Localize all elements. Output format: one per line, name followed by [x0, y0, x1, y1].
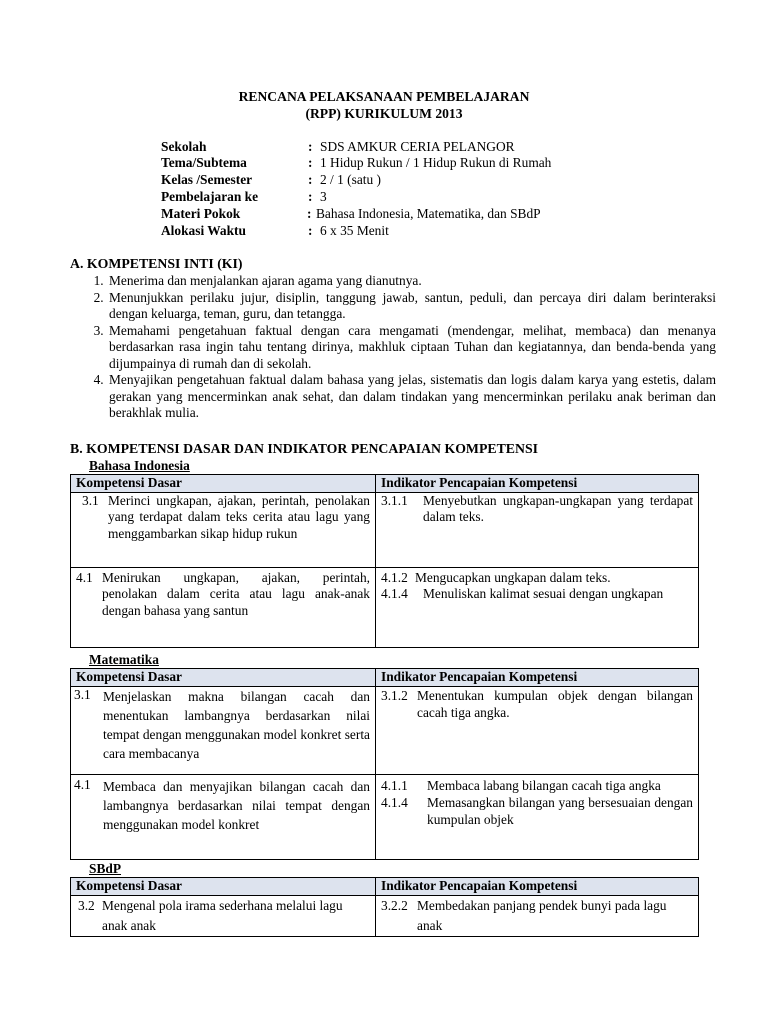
table-row: [71, 774, 699, 859]
col-header-kd: Kompetensi Dasar: [71, 878, 376, 896]
ipk-item: [381, 570, 693, 587]
ipk-item: [381, 777, 693, 794]
info-value: 1 Hidup Rukun / 1 Hidup Rukun di Rumah: [320, 155, 552, 170]
ki-item: 1. Menerima dan menjalankan ajaran agama yang dianutnya.: [107, 273, 716, 290]
ipk-text: Membedakan panjang pendek bunyi pada lagu anak: [417, 897, 667, 933]
col-header-ipk: Indikator Pencapaian Kompetensi: [376, 669, 699, 687]
ipk-item: [381, 896, 693, 936]
subject-label-sbdp: SBdP: [89, 861, 122, 876]
table-header-row: [71, 475, 699, 493]
ipk-text: Menentukan kumpulan objek dengan bilangan cacah tiga angka.: [417, 687, 693, 720]
ipk-text: Memasangkan bilangan yang bersesuaian dengan kumpulan objek: [427, 794, 693, 827]
ki-item: 3. Memahami pengetahuan faktual dengan cara mengamati (mendengar, melihat, membaca) dan menanya berdasarkan rasa ingin tahu tentang dirinya, makhluk ciptaan Tuhan dan kegiatannya, dan benda-benda yang dijumpainya di rumah dan di sekolah.: [107, 323, 716, 373]
kd-cell: [71, 774, 376, 859]
ipk-number: 3.2.2: [381, 897, 408, 913]
kd-item: [76, 570, 370, 620]
kd-text: Menjelaskan makna bilangan cacah dan menentukan lambangnya berdasarkan nilai tempat dengan menggunakan model konkret serta cara membacanya: [103, 688, 370, 761]
kd-item: [74, 687, 370, 763]
info-value: 2 / 1 (satu ): [320, 172, 381, 187]
info-label: Tema/Subtema: [161, 155, 247, 170]
col-header-kd: Kompetensi Dasar: [71, 669, 376, 687]
info-colon: :: [308, 172, 313, 187]
ipk-number: 4.1.2: [381, 569, 408, 585]
info-colon: :: [308, 139, 313, 154]
ki-item: 4. Menyajikan pengetahuan faktual dalam bahasa yang jelas, sistematis dan logis dalam karya yang estetis, dalam gerakan yang mencerminkan anak sehat, dan dalam tindakan yang mencerminkan perilaku anak beriman dan berakhlak mulia.: [107, 372, 716, 422]
subject-label-bahasa: Bahasa Indonesia: [89, 458, 190, 473]
col-header-ipk: Indikator Pencapaian Kompetensi: [376, 475, 699, 493]
ipk-number: 4.1.1: [381, 777, 408, 793]
ipk-item: [381, 794, 693, 828]
ipk-cell: [376, 686, 699, 774]
ipk-cell: [376, 567, 699, 647]
info-value: SDS AMKUR CERIA PELANGOR: [320, 139, 515, 154]
info-label: Sekolah: [161, 139, 207, 154]
ipk-item: [381, 687, 693, 721]
info-colon: :: [307, 206, 312, 221]
kd-text: Mengenal pola irama sederhana melalui lagu anak anak: [102, 897, 343, 933]
kd-text: Merinci ungkapan, ajakan, perintah, penolakan yang terdapat dalam teks cerita atau lagu yang menggambarkan sikap hidup rukun: [108, 492, 370, 541]
table-sbdp: [70, 877, 699, 937]
kd-number: 4.1: [74, 776, 91, 792]
kd-cell: [71, 686, 376, 774]
ipk-number: 4.1.4: [381, 586, 408, 601]
kd-text: Menirukan ungkapan, ajakan, perintah, penolakan dalam cerita atau lagu anak-anak dengan bahasa yang santun: [102, 569, 370, 618]
kd-number: 4.1: [76, 569, 93, 585]
table-row: [71, 492, 699, 567]
table-header-row: [71, 669, 699, 687]
info-colon: :: [308, 189, 313, 204]
kd-cell: [71, 895, 376, 936]
info-label: Pembelajaran ke: [161, 189, 259, 204]
info-value: 3: [320, 189, 327, 204]
ipk-number: 3.1.1: [381, 492, 408, 508]
ipk-text: Membaca labang bilangan cacah tiga angka: [427, 777, 661, 793]
table-bahasa-indonesia: [70, 474, 699, 648]
info-colon: :: [308, 155, 313, 170]
info-label: Kelas /Semester: [161, 172, 253, 187]
document-subtitle: (RPP) KURIKULUM 2013: [305, 106, 463, 121]
kd-number: 3.1: [82, 492, 99, 508]
info-value: Bahasa Indonesia, Matematika, dan SBdP: [316, 206, 541, 221]
info-value: 6 x 35 Menit: [320, 223, 389, 238]
document-title: RENCANA PELAKSANAAN PEMBELAJARAN: [238, 89, 530, 104]
ipk-item: [381, 493, 693, 526]
subject-label-matematika: Matematika: [89, 652, 159, 667]
ipk-text: Menuliskan kalimat sesuai dengan ungkapan: [423, 586, 664, 601]
kd-text: Membaca dan menyajikan bilangan cacah dan lambangnya berdasarkan nilai tempat dengan menggunakan model konkret: [103, 778, 370, 832]
col-header-ipk: Indikator Pencapaian Kompetensi: [376, 878, 699, 896]
ki-list: [89, 273, 716, 422]
info-label: Materi Pokok: [161, 206, 241, 221]
ipk-number: 3.1.2: [381, 687, 408, 703]
kd-item: [74, 777, 370, 834]
table-row: [71, 686, 699, 774]
info-colon: :: [308, 223, 313, 238]
table-matematika: [70, 668, 699, 860]
ipk-cell: [376, 774, 699, 859]
ipk-number: 4.1.4: [381, 794, 408, 810]
ipk-item: [381, 586, 693, 603]
kd-number: 3.1: [74, 686, 91, 702]
kd-cell: [71, 492, 376, 567]
ipk-text: Mengucapkan ungkapan dalam teks.: [415, 569, 611, 585]
ki-item: 2. Menunjukkan perilaku jujur, disiplin, tanggung jawab, santun, peduli, dan percaya diri dalam berinteraksi dengan keluarga, teman, guru, dan tetangga.: [107, 290, 716, 323]
table-header-row: [71, 878, 699, 896]
ipk-cell: [376, 895, 699, 936]
info-label: Alokasi Waktu: [161, 223, 246, 238]
kd-item: [76, 493, 370, 543]
section-heading-kd: B. KOMPETENSI DASAR DAN INDIKATOR PENCAPAIAN KOMPETENSI: [70, 441, 538, 456]
ipk-cell: [376, 492, 699, 567]
kd-cell: [71, 567, 376, 647]
ipk-text: Menyebutkan ungkapan-ungkapan yang terdapat dalam teks.: [423, 492, 693, 524]
col-header-kd: Kompetensi Dasar: [71, 475, 376, 493]
table-row: [71, 895, 699, 936]
table-row: [71, 567, 699, 647]
kd-item: [76, 896, 370, 936]
section-heading-ki: A. KOMPETENSI INTI (KI): [70, 256, 243, 271]
kd-number: 3.2: [78, 897, 95, 913]
